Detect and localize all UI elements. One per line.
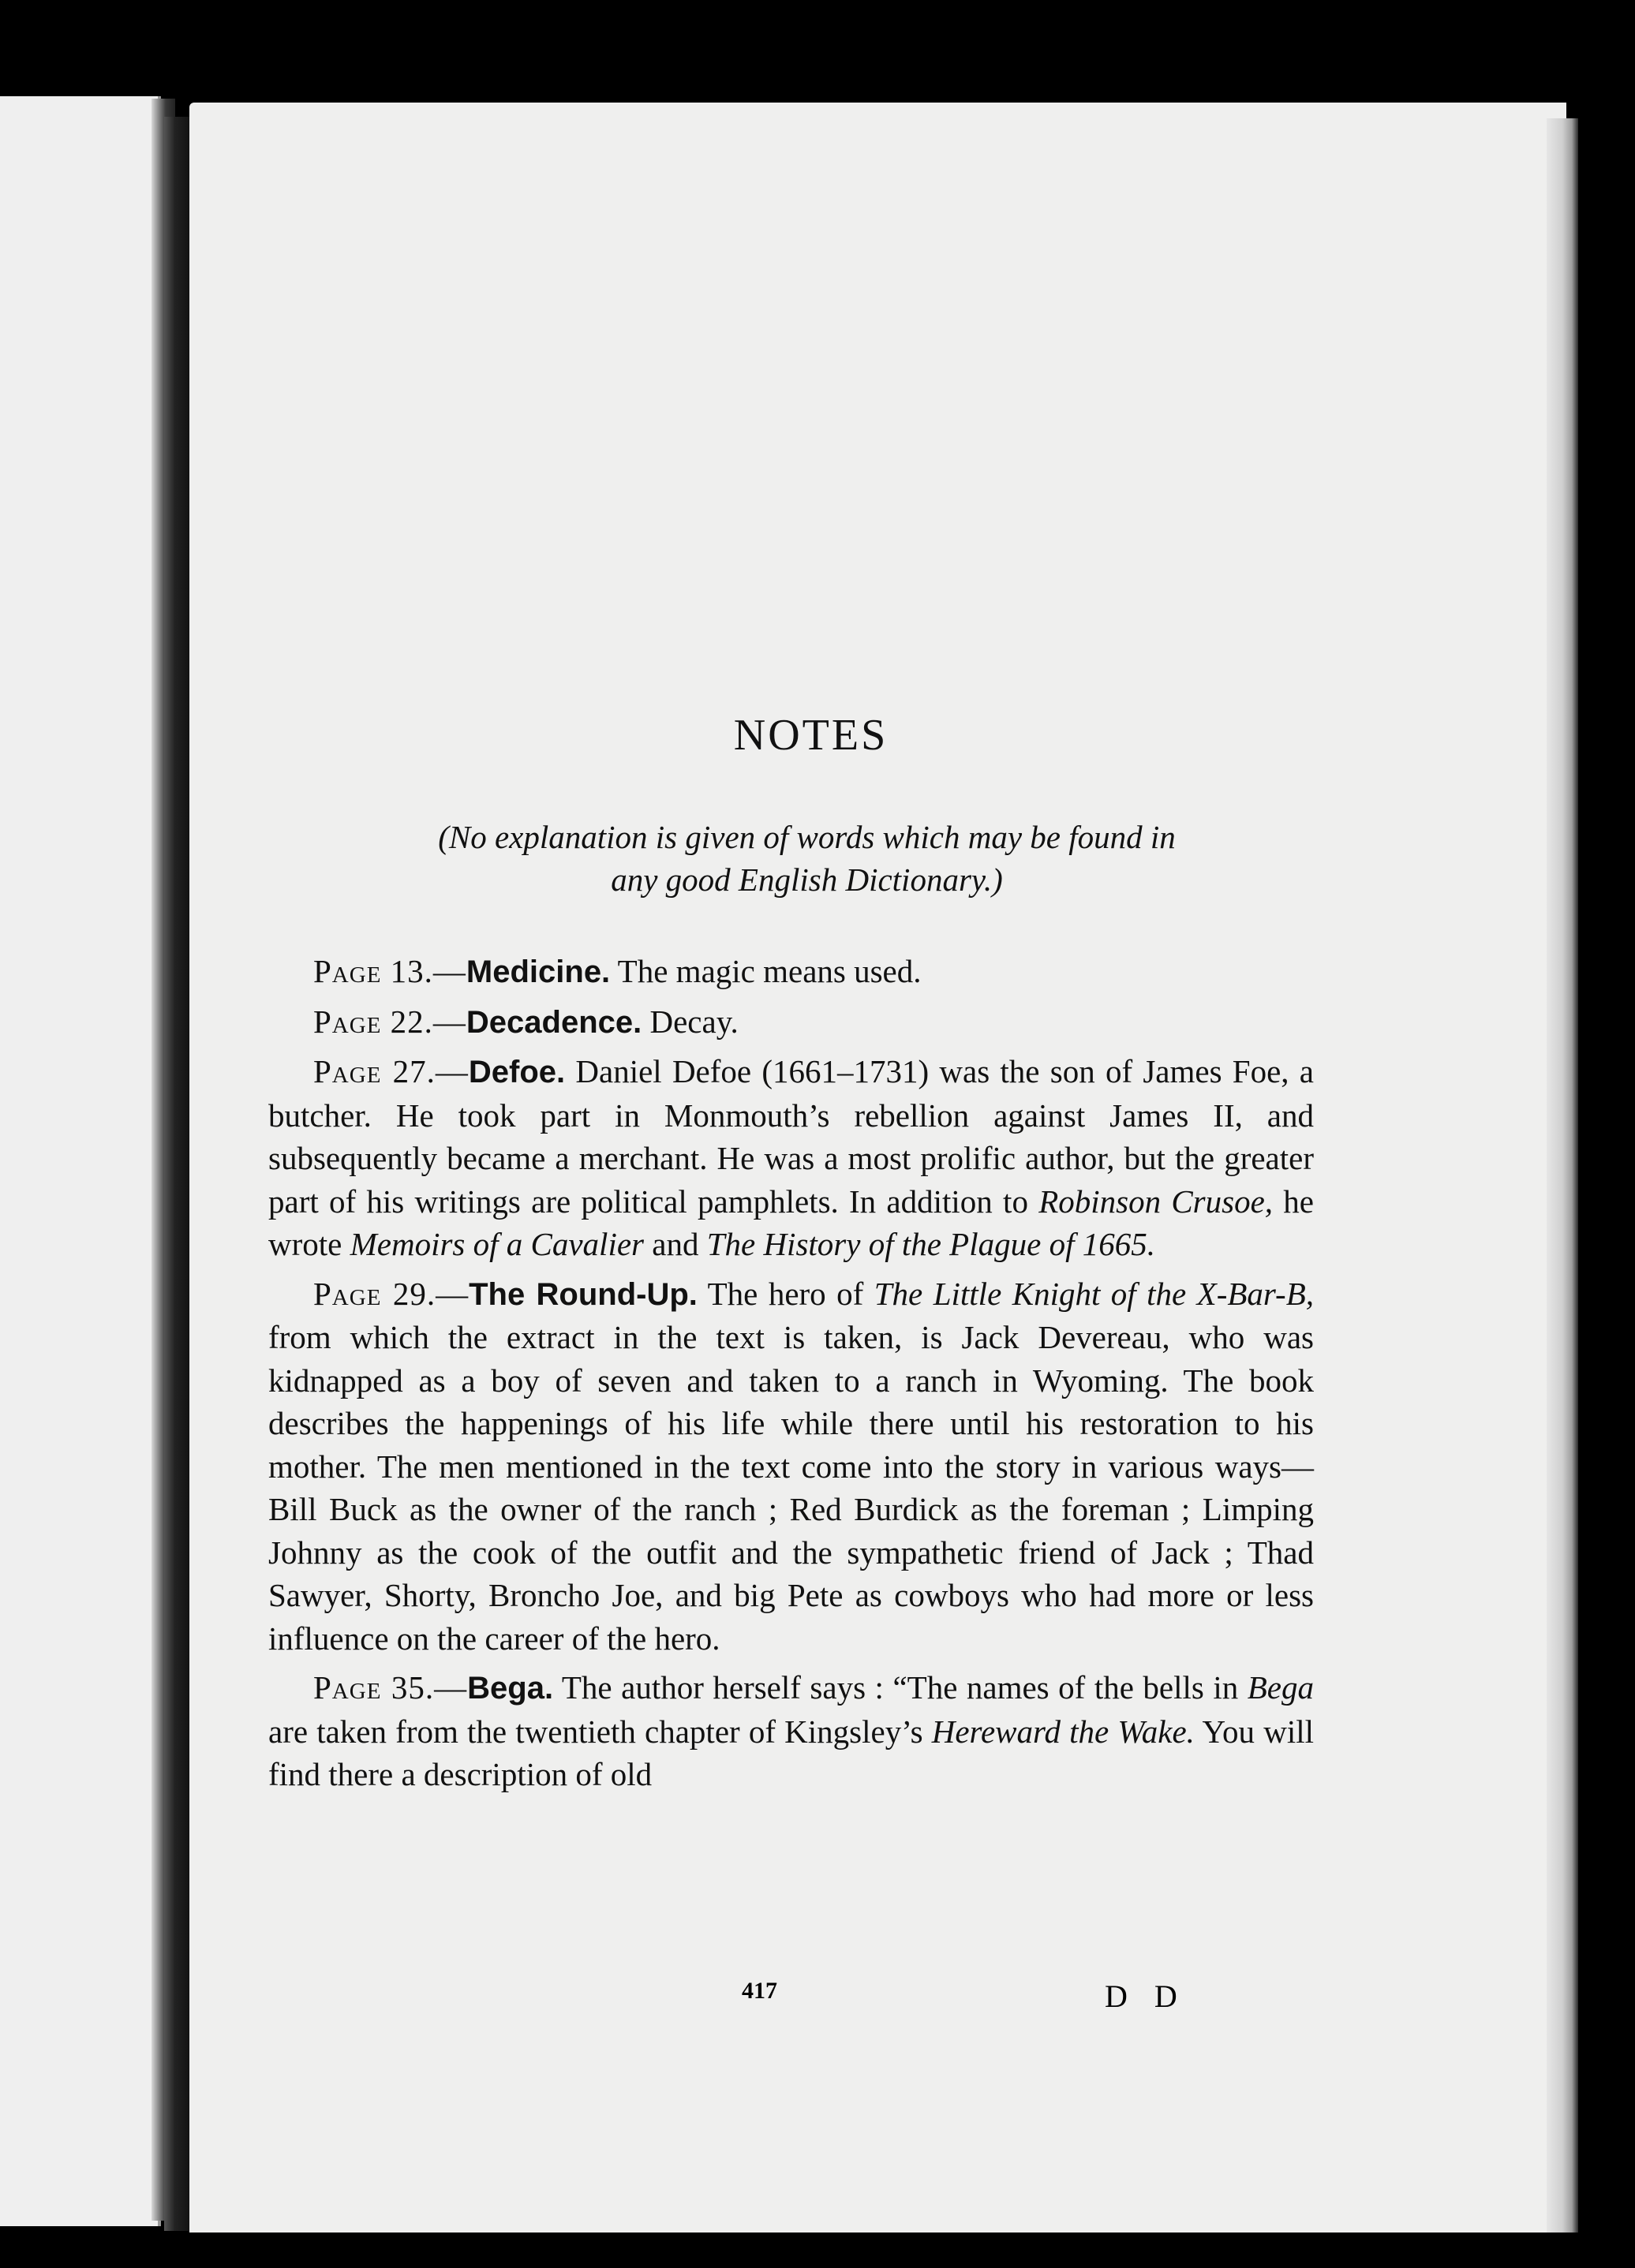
page-stack-edge	[1547, 118, 1578, 2233]
note-italic-title: Memoirs of a Cavalier	[350, 1226, 644, 1262]
book-spine-edge	[164, 117, 191, 2231]
signature-mark: D D	[1105, 1978, 1187, 2014]
note-entry	[268, 1666, 1314, 1796]
page-number: 417	[742, 1978, 777, 2004]
note-page-ref: Page 27.—	[313, 1053, 469, 1089]
intro-line-1: (No explanation is given of words which may be found in	[438, 819, 1176, 855]
note-page-ref: Page 29.—	[313, 1275, 470, 1312]
page-text	[268, 710, 1314, 1803]
note-text: The author herself says : “The names of the bells in	[553, 1669, 1248, 1706]
note-page-ref: Page 13.—	[313, 953, 466, 989]
intro-line-2: any good English Dictionary.)	[611, 861, 1003, 898]
note-page-ref: Page 35.—	[313, 1669, 468, 1706]
note-italic-title: Hereward the Wake.	[931, 1713, 1195, 1750]
note-term: Decadence.	[466, 1004, 642, 1040]
note-term: Medicine.	[466, 955, 611, 989]
note-text: Decay.	[642, 1003, 739, 1040]
note-text: from which the extract in the text is taken, is Jack Devereau, who was kidnapped as a boy of seven and taken to a ranch in Wyoming. The book describes the happenings of his life while there until his restoration to his mother. The men mentioned in the text come into the story in various ways—Bill Buck as the owner of the ranch ; Red Burdick as the foreman ; Limping Johnny as the cook of the outfit and the sympathetic friend of Jack ; Thad Sawyer, Shorty, Broncho Joe, and big Pete as cowboys who had more or less influence on the career of the hero.	[268, 1319, 1314, 1657]
note-text: You will find there a description of old	[268, 1713, 1315, 1792]
note-text: are taken from the twentieth chapter of Kingsley’s	[268, 1713, 932, 1750]
note-italic-title: Bega	[1247, 1669, 1315, 1706]
page-title: NOTES	[733, 711, 889, 760]
note-entry	[268, 950, 1314, 994]
note-entry	[268, 1272, 1314, 1661]
note-text: Daniel Defoe (1661–1731) was the son of James Foe, a butcher. He took part in Monmouth’s rebellion against James II, and subsequently became a merchant. He was a most prolific author, but the greater part of his writings are political pamphlets. In addition to	[268, 1053, 1314, 1220]
intro-note	[268, 816, 1314, 901]
note-italic-title: The Little Knight of the X-Bar-B,	[874, 1275, 1315, 1312]
note-entry	[268, 1050, 1314, 1266]
note-page-ref: Page 22.—	[313, 1003, 466, 1040]
note-text: The hero of	[697, 1275, 874, 1312]
note-entry	[268, 1000, 1314, 1044]
note-text: and	[644, 1226, 707, 1262]
note-text: The magic means used.	[610, 953, 922, 989]
note-term: Bega.	[467, 1671, 554, 1706]
note-italic-title: The History of the Plague of 1665.	[706, 1226, 1155, 1262]
facing-page	[0, 96, 161, 2226]
note-text: he wrote	[268, 1183, 1314, 1262]
note-term: Defoe.	[468, 1055, 566, 1089]
note-term: The Round-Up.	[469, 1276, 698, 1312]
note-italic-title: Robinson Crusoe,	[1038, 1183, 1274, 1220]
